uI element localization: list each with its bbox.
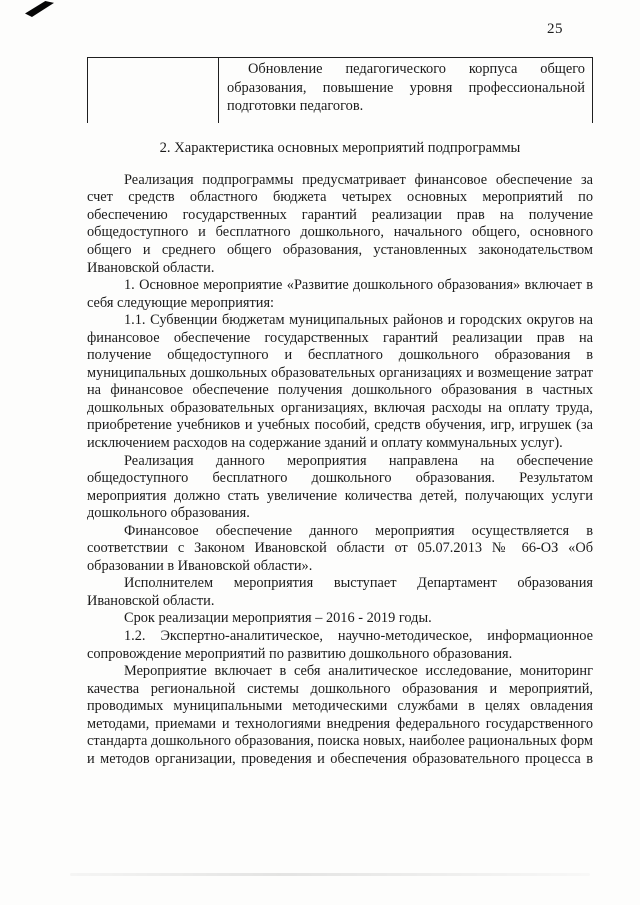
- page-number: 25: [547, 21, 563, 37]
- continued-table: [87, 57, 593, 123]
- document-body: [87, 172, 593, 769]
- paragraph-8: 1.2. Экспертно-аналитическое, научно-методическое, информационное сопровождение мероприятий по развитию дошкольного образования.: [87, 628, 593, 662]
- document-content-column: [87, 57, 593, 768]
- paragraph-9: Мероприятие включает в себя аналитическое исследование, мониторинг качества региональной системы дошкольного образования и мероприятий, проводимых муниципальными методическими службами в целях овладения методами, приемами и технологиями внедрения федерального государственного стандарта дошкольного образования, поиска новых, наиболее рациональных форм и методов организации, проведения и обеспечения образовательного процесса в: [87, 663, 593, 767]
- paragraph-4: Реализация данного мероприятия направлена на обеспечение общедоступного бесплатного дошкольного образования. Результатом мероприятия должно стать увеличение количества детей, получающих услуги дошкольного образования.: [87, 452, 593, 522]
- table-cell-text: Обновление педагогического корпуса общего образования, повышение уровня профессиональной подготовки педагогов.: [218, 58, 593, 123]
- paragraph-7: Срок реализации мероприятия – 2016 - 2019 годы.: [124, 610, 432, 627]
- paragraph-6: Исполнителем мероприятия выступает Департамент образования Ивановской области.: [87, 575, 593, 609]
- table-cell-empty: [87, 58, 218, 123]
- scan-artifact-corner-mark: [25, 1, 54, 17]
- paragraph-2: 1. Основное мероприятие «Развитие дошкольного образования» включает в себя следующие мероприятия:: [87, 277, 593, 311]
- paragraph-1: Реализация подпрограммы предусматривает финансовое обеспечение за счет средств областного бюджета четырех основных мероприятий по обеспечению государственных гарантий реализации прав на получение общедоступного и бесплатного дошкольного, начального общего, основного общего и среднего общего образования, установленных законодательством Ивановской области.: [87, 171, 593, 276]
- paragraph-5: Финансовое обеспечение данного мероприятия осуществляется в соответствии с Законом Ивановской области от 05.07.2013 № 66-ОЗ «Об образовании в Ивановской области».: [87, 522, 593, 574]
- paragraph-3: 1.1. Субвенции бюджетам муниципальных районов и городских округов на финансовое обеспечение государственных гарантий реализации прав на получение общедоступного и бесплатного дошкольного образования в муниципальных дошкольных образовательных организациях и возмещение затрат на финансовое обеспечение получения дошкольного образования в частных дошкольных образовательных организациях, включая расходы на оплату труда, приобретение учебников и учебных пособий, средств обучения, игр, игрушек (за исключением расходов на содержание зданий и оплату коммунальных услуг).: [87, 312, 593, 451]
- section-heading: 2. Характеристика основных мероприятий подпрограммы: [159, 139, 521, 156]
- scan-artifact-smudge: [70, 873, 590, 876]
